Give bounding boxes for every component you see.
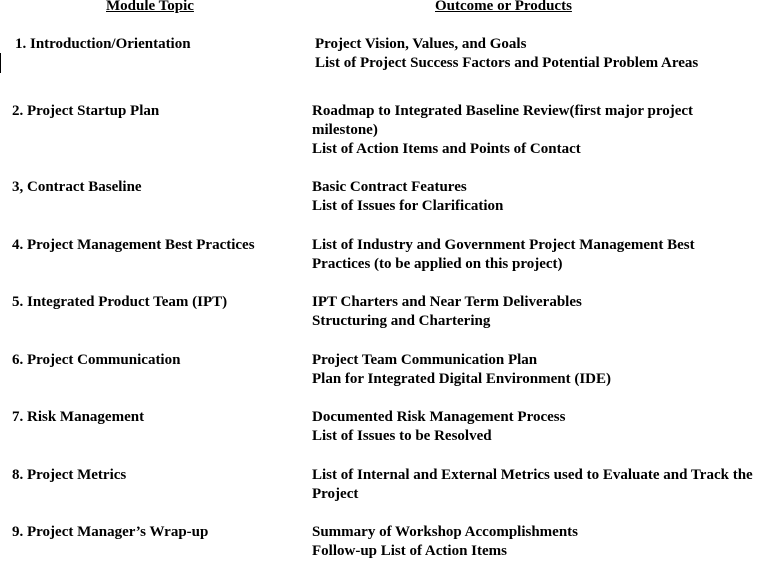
- outcome-column-header: Outcome or Products: [435, 0, 572, 14]
- outcome-item: List of Project Success Factors and Potential Problem Areas: [315, 55, 699, 71]
- module-topic: 4. Project Management Best Practices: [12, 237, 255, 253]
- module-outcomes: [312, 351, 778, 389]
- outcome-item: Summary of Workshop Accomplishments: [312, 524, 579, 540]
- outcome-item: List of Internal and External Metrics used to Evaluate and Track the Project: [312, 467, 753, 502]
- outcome-item: List of Action Items and Points of Contact: [312, 141, 581, 157]
- outcome-item: List of Industry and Government Project Management Best Practices (to be applied on this project): [312, 237, 695, 272]
- module-outcomes: [312, 408, 778, 446]
- module-topic: 5. Integrated Product Team (IPT): [12, 294, 228, 310]
- module-topic: 1. Introduction/Orientation: [15, 36, 191, 52]
- outcome-item: Project Vision, Values, and Goals: [315, 36, 527, 52]
- module-topic: 3, Contract Baseline: [12, 179, 142, 195]
- module-outcomes: [312, 293, 778, 331]
- outcome-item: Roadmap to Integrated Baseline Review(first major project milestone): [312, 103, 694, 138]
- module-outcomes: [312, 102, 778, 159]
- module-outcomes: [312, 466, 778, 504]
- outcome-item: Structuring and Chartering: [312, 313, 491, 329]
- topic-column-header: Module Topic: [106, 0, 194, 14]
- module-topic: 9. Project Manager’s Wrap-up: [12, 524, 209, 540]
- outcome-item: Documented Risk Management Process: [312, 409, 566, 425]
- module-outcomes: [312, 523, 778, 561]
- module-outcomes: [312, 178, 778, 216]
- module-topic: 2. Project Startup Plan: [12, 103, 160, 119]
- module-outcomes: [312, 236, 778, 274]
- text-cursor: [0, 53, 1, 73]
- module-topic: 6. Project Communication: [12, 352, 181, 368]
- outcome-item: Follow-up List of Action Items: [312, 543, 507, 559]
- outcome-item: Basic Contract Features: [312, 179, 467, 195]
- outcome-item: Plan for Integrated Digital Environment (IDE): [312, 371, 612, 387]
- module-outcomes: [315, 35, 778, 73]
- module-topic: 8. Project Metrics: [12, 467, 127, 483]
- outcome-item: IPT Charters and Near Term Deliverables: [312, 294, 582, 310]
- outcome-item: Project Team Communication Plan: [312, 352, 538, 368]
- module-topic: 7. Risk Management: [12, 409, 145, 425]
- outcome-item: List of Issues for Clarification: [312, 198, 504, 214]
- outcome-item: List of Issues to be Resolved: [312, 428, 492, 444]
